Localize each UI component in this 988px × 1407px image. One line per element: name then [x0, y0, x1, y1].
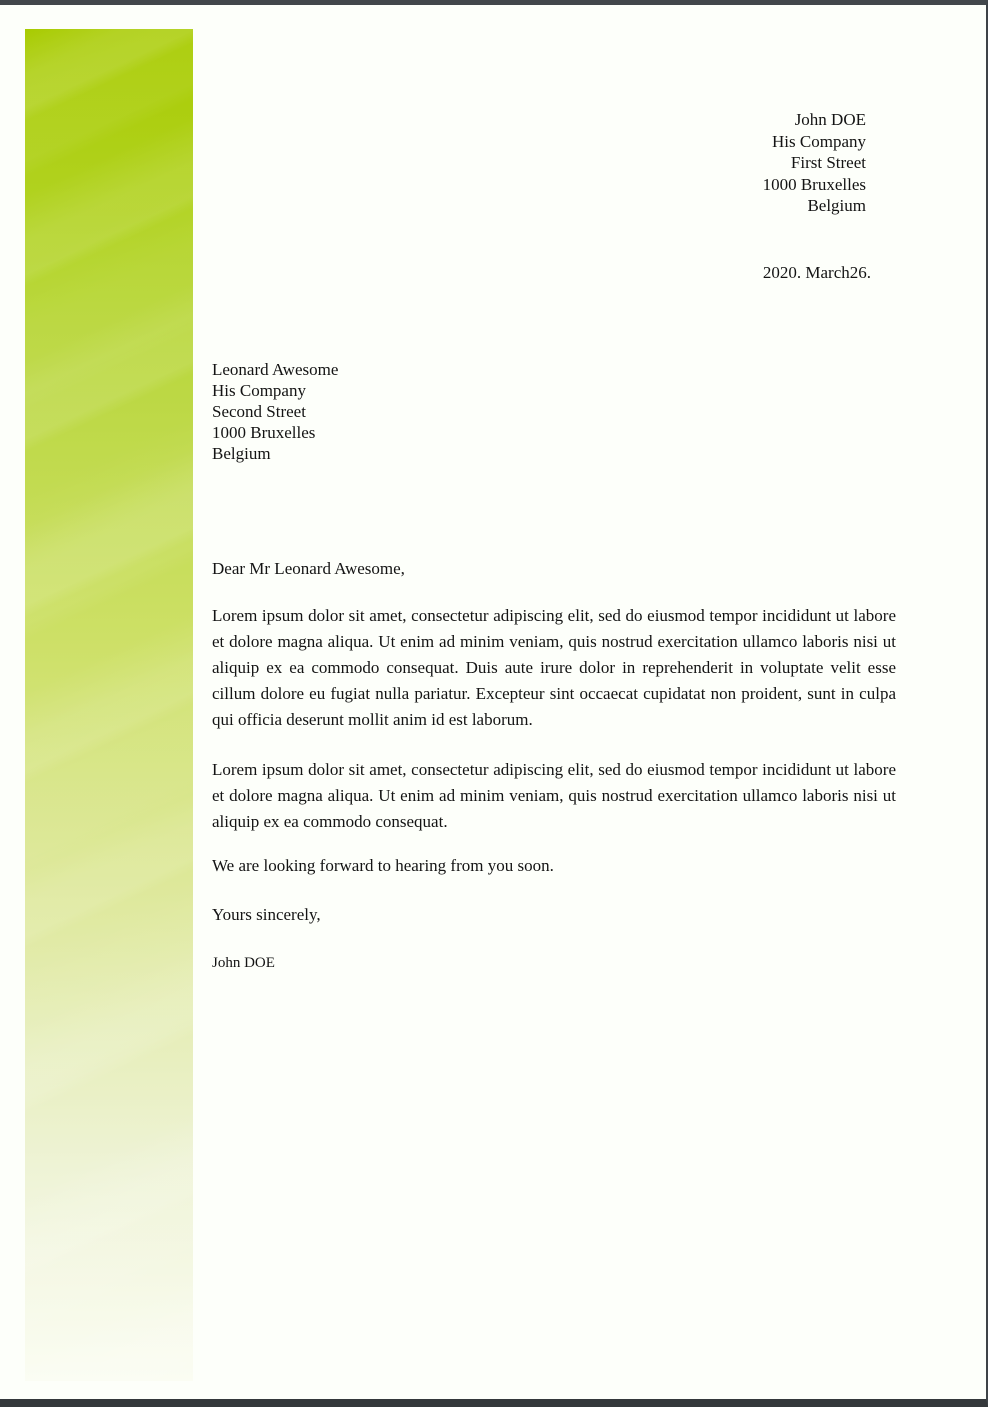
closing-line: We are looking forward to hearing from you soon. — [212, 856, 554, 875]
valediction: Yours sincerely, — [212, 905, 321, 924]
salutation: Dear Mr Leonard Awesome, — [212, 559, 405, 578]
sender-street: First Street — [790, 153, 866, 172]
recipient-company: His Company — [212, 380, 306, 400]
sender-address-block — [763, 109, 866, 217]
sender-name: John DOE — [794, 110, 866, 129]
sender-city: 1000 Bruxelles — [762, 174, 866, 194]
body-paragraph-1: Lorem ipsum dolor sit amet, consectetur adipiscing elit, sed do eiusmod tempor incididunt ut labore et dolore magna aliqua. Ut enim ad minim veniam, quis nostrud exercitation ullamco laboris nisi ut aliquip ex ea commodo consequat. Duis aute irure dolor in reprehenderit in voluptate velit esse cillum dolore eu fugiat nulla pariatur. Excepteur sint occaecat cupidatat non proident, sunt in culpa qui officia deserunt mollit anim id est laborum. — [212, 606, 896, 729]
sender-company: His Company — [772, 131, 866, 151]
body-paragraph-2: Lorem ipsum dolor sit amet, consectetur adipiscing elit, sed do eiusmod tempor incididunt ut labore et dolore magna aliqua. Ut enim ad minim veniam, quis nostrud exercitation ullamco laboris nisi ut aliquip ex ea commodo consequat. — [212, 760, 896, 831]
letter-date: 2020. March26. — [762, 263, 871, 282]
recipient-city: 1000 Bruxelles — [212, 422, 316, 442]
recipient-name: Leonard Awesome — [212, 360, 339, 379]
green-gradient-accent-bar — [25, 29, 193, 1381]
recipient-country: Belgium — [212, 443, 271, 463]
recipient-street: Second Street — [212, 401, 306, 421]
recipient-address-block — [212, 360, 338, 465]
signature-name: John DOE — [212, 955, 275, 971]
sender-country: Belgium — [807, 196, 866, 215]
